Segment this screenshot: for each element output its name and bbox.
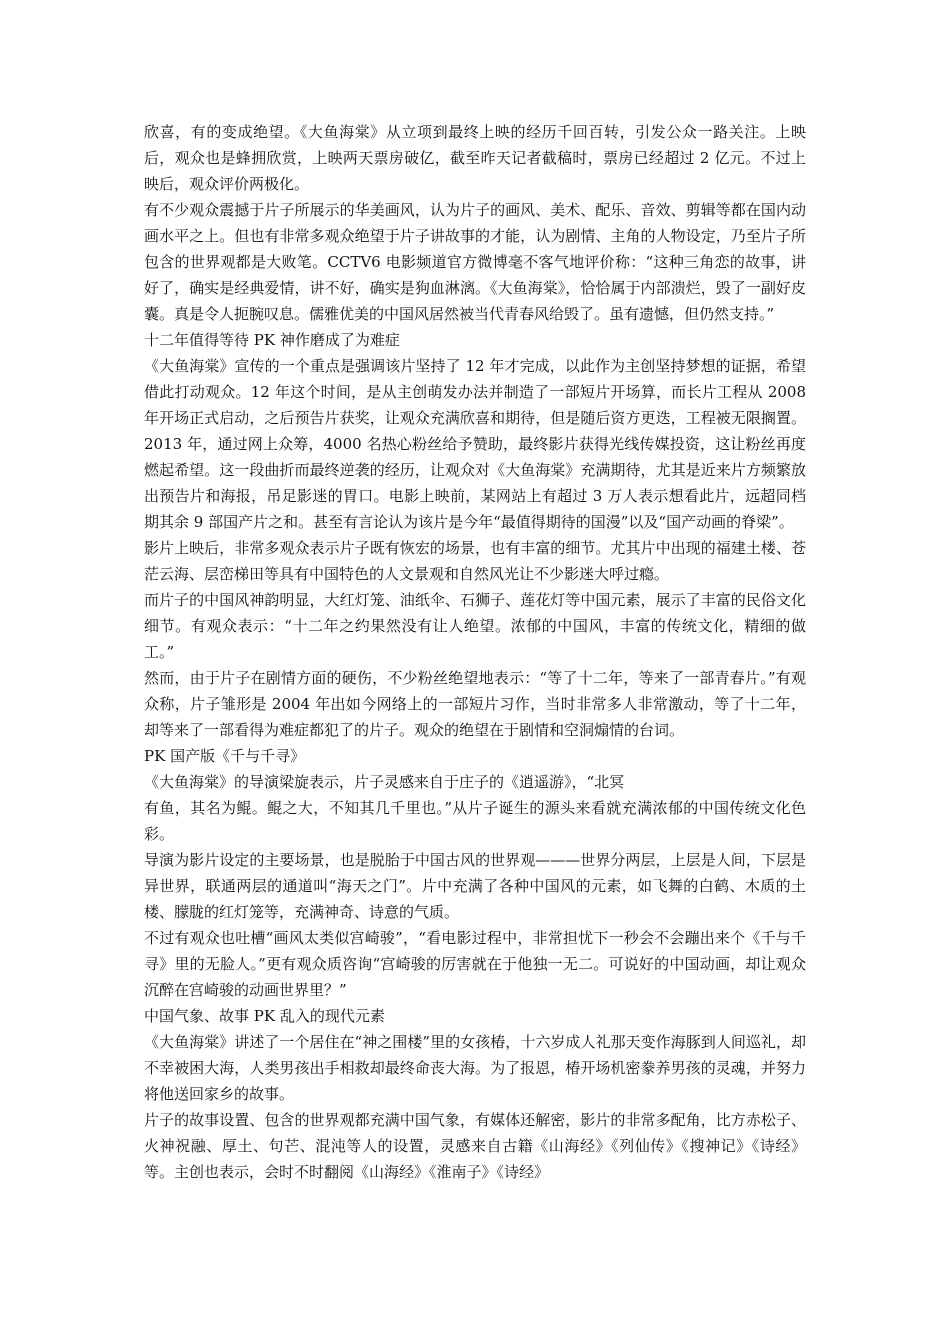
paragraph: 有不少观众震撼于片子所展示的华美画风，认为片子的画风、美术、配乐、音效、剪辑等都在国内动画水平之上。但也有非常多观众绝望于片子讲故事的才能，认为剧情、主角的人物设定，乃至片子所包含的世界观都是大败笔。CCTV6 电影频道官方微博毫不客气地评价称：“这种三角恋的故事，讲好了，确实是经典爱情，讲不好，确实是狗血淋漓。《大鱼海棠》，恰恰属于内部溃烂，毁了一副好皮囊。真是令人扼腕叹息。儒雅优美的中国风居然被当代青春风给毁了。虽有遗憾，但仍然支持。” xyxy=(144,201,806,323)
section-heading: 中国气象、故事 PK 乱入的现代元素 xyxy=(144,1007,385,1025)
paragraph: 欣喜，有的变成绝望。《大鱼海棠》从立项到最终上映的经历千回百转，引发公众一路关注。上映后，观众也是蜂拥欣赏，上映两天票房破亿，截至昨天记者截稿时，票房已经超过 2 亿元。不过上映后，观众评价两极化。 xyxy=(144,123,806,193)
paragraph: 而片子的中国风神韵明显，大红灯笼、油纸伞、石狮子、莲花灯等中国元素，展示了丰富的民俗文化细节。有观众表示：“十二年之约果然没有让人绝望。浓郁的中国风，丰富的传统文化，精细的做工。” xyxy=(144,591,806,661)
paragraph: 影片上映后，非常多观众表示片子既有恢宏的场景，也有丰富的细节。尤其片中出现的福建土楼、苍茫云海、层峦梯田等具有中国特色的人文景观和自然风光让不少影迷大呼过瘾。 xyxy=(144,539,806,583)
paragraph: 有鱼，其名为鲲。鲲之大，不知其几千里也。”从片子诞生的源头来看就充满浓郁的中国传统文化色彩。 xyxy=(144,799,806,843)
paragraph: 《大鱼海棠》宣传的一个重点是强调该片坚持了 12 年才完成，以此作为主创坚持梦想的证据，希望借此打动观众。12 年这个时间，是从主创萌发办法并制造了一部短片开场算，而长片工程从 2008 年开场正式启动，之后预告片获奖，让观众充满欣喜和期待，但是随后资方更迭，工程被无限搁置。2013 年，通过网上众筹，4000 名热心粉丝给予赞助，最终影片获得光线传媒投资，这让粉丝再度燃起希望。这一段曲折而最终逆袭的经历，让观众对《大鱼海棠》充满期待，尤其是近来片方频繁放出预告片和海报，吊足影迷的胃口。电影上映前，某网站上有超过 3 万人表示想看此片，远超同档期其余 9 部国产片之和。甚至有言论认为该片是今年“最值得期待的国漫”以及“国产动画的脊梁”。 xyxy=(144,357,806,531)
paragraph: 《大鱼海棠》的导演梁旋表示，片子灵感来自于庄子的《逍遥游》，“北冥 xyxy=(144,773,625,791)
section-heading: 十二年值得等待 PK 神作磨成了为难症 xyxy=(144,331,400,349)
paragraph: 然而，由于片子在剧情方面的硬伤，不少粉丝绝望地表示：“等了十二年，等来了一部青春片。”有观众称，片子雏形是 2004 年出如今网络上的一部短片习作，当时非常多人非常激动，等了十二年，却等来了一部看得为难症都犯了的片子。观众的绝望在于剧情和空洞煽情的台词。 xyxy=(144,669,806,739)
paragraph: 《大鱼海棠》讲述了一个居住在“神之围楼”里的女孩椿，十六岁成人礼那天变作海豚到人间巡礼，却不幸被困大海，人类男孩出手相救却最终命丧大海。为了报恩，椿开场机密豢养男孩的灵魂，并努力将他送回家乡的故事。 xyxy=(144,1033,806,1103)
paragraph: 导演为影片设定的主要场景，也是脱胎于中国古风的世界观———世界分两层，上层是人间，下层是异世界，联通两层的通道叫“海天之门”。片中充满了各种中国风的元素，如飞舞的白鹤、木质的土楼、朦胧的红灯笼等，充满神奇、诗意的气质。 xyxy=(144,851,806,921)
document-body xyxy=(144,119,806,1185)
paragraph: 不过有观众也吐槽“画风太类似宫崎骏”，“看电影过程中，非常担忧下一秒会不会蹦出来个《千与千寻》里的无脸人。”更有观众质咨询“宫崎骏的厉害就在于他独一无二。可说好的中国动画，却让观众沉醉在宫崎骏的动画世界里？” xyxy=(144,929,806,999)
section-heading: PK 国产版《千与千寻》 xyxy=(144,747,306,765)
paragraph: 片子的故事设置、包含的世界观都充满中国气象，有媒体还解密，影片的非常多配角，比方赤松子、火神祝融、厚土、句芒、混沌等人的设置，灵感来自古籍《山海经》《列仙传》《搜神记》《诗经》等。主创也表示，会时不时翻阅《山海经》《淮南子》《诗经》 xyxy=(144,1111,806,1181)
